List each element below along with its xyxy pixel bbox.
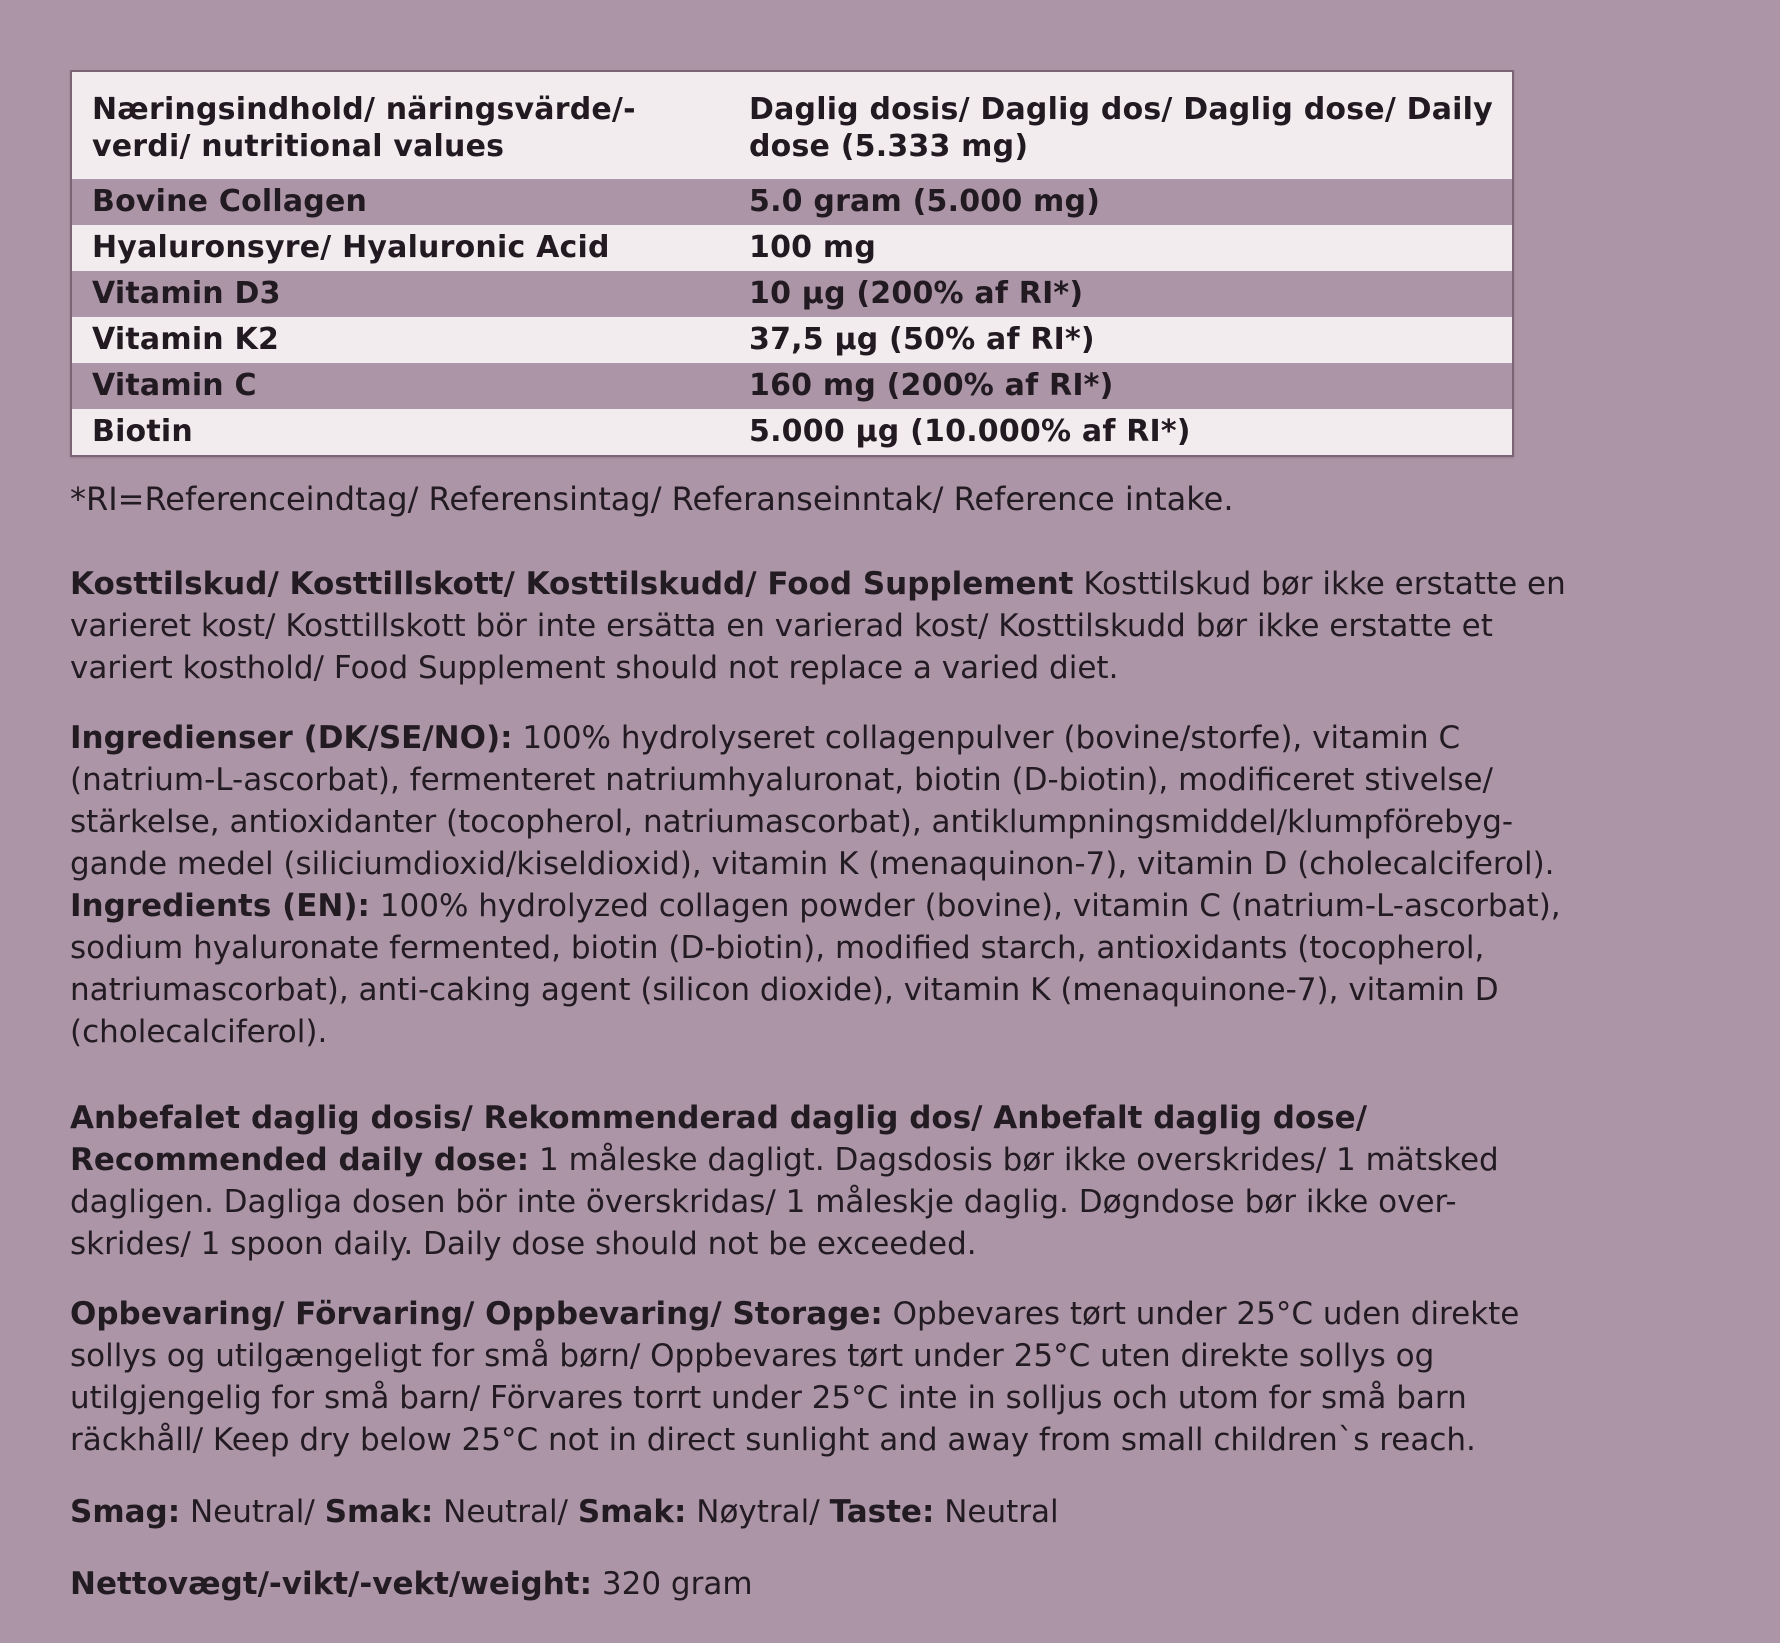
- reference-intake-footnote: *RI=Referenceindtag/ Referensintag/ Referanseinntak/ Reference intake.: [70, 480, 1234, 518]
- nutrient-value: 5.0 gram (5.000 mg): [749, 184, 1101, 219]
- nutrient-value: 160 mg (200% af RI*): [749, 368, 1114, 403]
- header-daily-dose: Daglig dosis/ Daglig dos/ Daglig dose/ Daily dose (5.333 mg): [749, 91, 1493, 164]
- storage-label: Opbevaring/ Förvaring/ Oppbevaring/ Storage:: [70, 1296, 883, 1332]
- storage-paragraph: [70, 1293, 1570, 1461]
- nutrient-name: Vitamin D3: [92, 276, 281, 311]
- net-weight-label: Nettovægt/-vikt/-vekt/weight:: [70, 1566, 593, 1602]
- taste-label-no: Smak:: [577, 1494, 687, 1530]
- taste-value-dk: Neutral/: [180, 1494, 325, 1530]
- taste-line: [70, 1491, 1780, 1533]
- nutrient-value: 100 mg: [749, 230, 877, 265]
- ingredients-en-label: Ingredients (EN):: [70, 888, 370, 924]
- nutrient-value: 5.000 µg (10.000% af RI*): [749, 414, 1191, 449]
- nutrition-table: [70, 70, 1514, 457]
- nutrient-name: Hyaluronsyre/ Hyaluronic Acid: [92, 230, 610, 265]
- table-row: [71, 225, 1513, 271]
- nutrient-name: Vitamin C: [92, 368, 257, 403]
- ingredients-dk-label: Ingredienser (DK/SE/NO):: [70, 720, 513, 756]
- nutrient-name: Bovine Collagen: [92, 184, 368, 219]
- storage-text: Opbevares tørt under 25°C uden direkte sollys og utilgængeligt for små børn/ Oppbevares tørt under 25°C uten direkte sollys og utilgjengelig for små barn/ Förvares torrt under 25°C inte in solljus och utom for små barn räckhåll/ Keep dry below 25°C not in direct sunlight and away from small children`s reach.: [70, 1296, 1520, 1458]
- nutrient-name: Biotin: [92, 414, 193, 449]
- ingredients-dk-text: 100% hydrolyseret collagenpulver (bovine/storfe), vitamin C (natrium-L-ascorbat), fermenteret natriumhyaluronat, biotin (D-biotin), modificeret stivelse/ stärkelse, antioxidanter (tocopherol, natriumascorbat), antiklumpningsmiddel/klumpförebyg-gande medel (siliciumdioxid/kiseldioxid), vitamin K (menaquinon-7), vitamin D (cholecalciferol).: [70, 720, 1555, 882]
- ingredients-paragraph: [70, 717, 1570, 1053]
- nutrient-name: Vitamin K2: [92, 322, 280, 357]
- table-row: [71, 409, 1513, 456]
- table-row: [71, 271, 1513, 317]
- net-weight-value: 320 gram: [592, 1566, 753, 1602]
- table-row: [71, 317, 1513, 363]
- supplement-label: Kosttilskud/ Kosttillskott/ Kosttilskudd/ Food Supplement: [70, 566, 1074, 602]
- taste-value-en: Neutral: [934, 1494, 1059, 1530]
- supplement-text: Kosttilskud bør ikke erstatte en varieret kost/ Kosttillskott bör inte ersätta en varierad kost/ Kosttilskudd bør ikke erstatte et variert kosthold/ Food Supplement should not replace a varied diet.: [70, 566, 1566, 686]
- ingredients-en-text: 100% hydrolyzed collagen powder (bovine), vitamin C (natrium-L-ascorbat), sodium hyaluronate fermented, biotin (D-biotin), modified starch, antioxidants (tocopherol, natriumascorbat), anti-caking agent (silicon dioxide), vitamin K (menaquinone-7), vitamin D (cholecalciferol).: [70, 888, 1561, 1050]
- daily-dose-paragraph: [70, 1097, 1570, 1265]
- header-nutritional-values: Næringsindhold/ näringsvärde/-verdi/ nutritional values: [92, 91, 636, 164]
- nutrient-value: 10 µg (200% af RI*): [749, 276, 1084, 311]
- taste-label-en: Taste:: [829, 1494, 935, 1530]
- table-row: [71, 363, 1513, 409]
- taste-value-se: Neutral/: [433, 1494, 578, 1530]
- taste-value-no: Nøytral/: [686, 1494, 830, 1530]
- taste-label-dk: Smag:: [70, 1494, 181, 1530]
- taste-label-se: Smak:: [324, 1494, 434, 1530]
- net-weight-line: [70, 1563, 1780, 1605]
- supplement-paragraph: [70, 563, 1570, 689]
- table-row: [71, 179, 1513, 225]
- daily-dose-label: Anbefalet daglig dosis/ Rekommenderad daglig dos/ Anbefalt daglig dose/ Recommended daily dose:: [70, 1100, 1368, 1178]
- nutrient-value: 37,5 µg (50% af RI*): [749, 322, 1095, 357]
- table-header-row: [71, 71, 1513, 179]
- daily-dose-text: 1 måleske dagligt. Dagsdosis bør ikke overskrides/ 1 mätsked dagligen. Dagliga dosen bör inte överskridas/ 1 måleskje daglig. Døgndose bør ikke over-skrides/ 1 spoon daily. Daily dose should not be exceeded.: [70, 1142, 1499, 1262]
